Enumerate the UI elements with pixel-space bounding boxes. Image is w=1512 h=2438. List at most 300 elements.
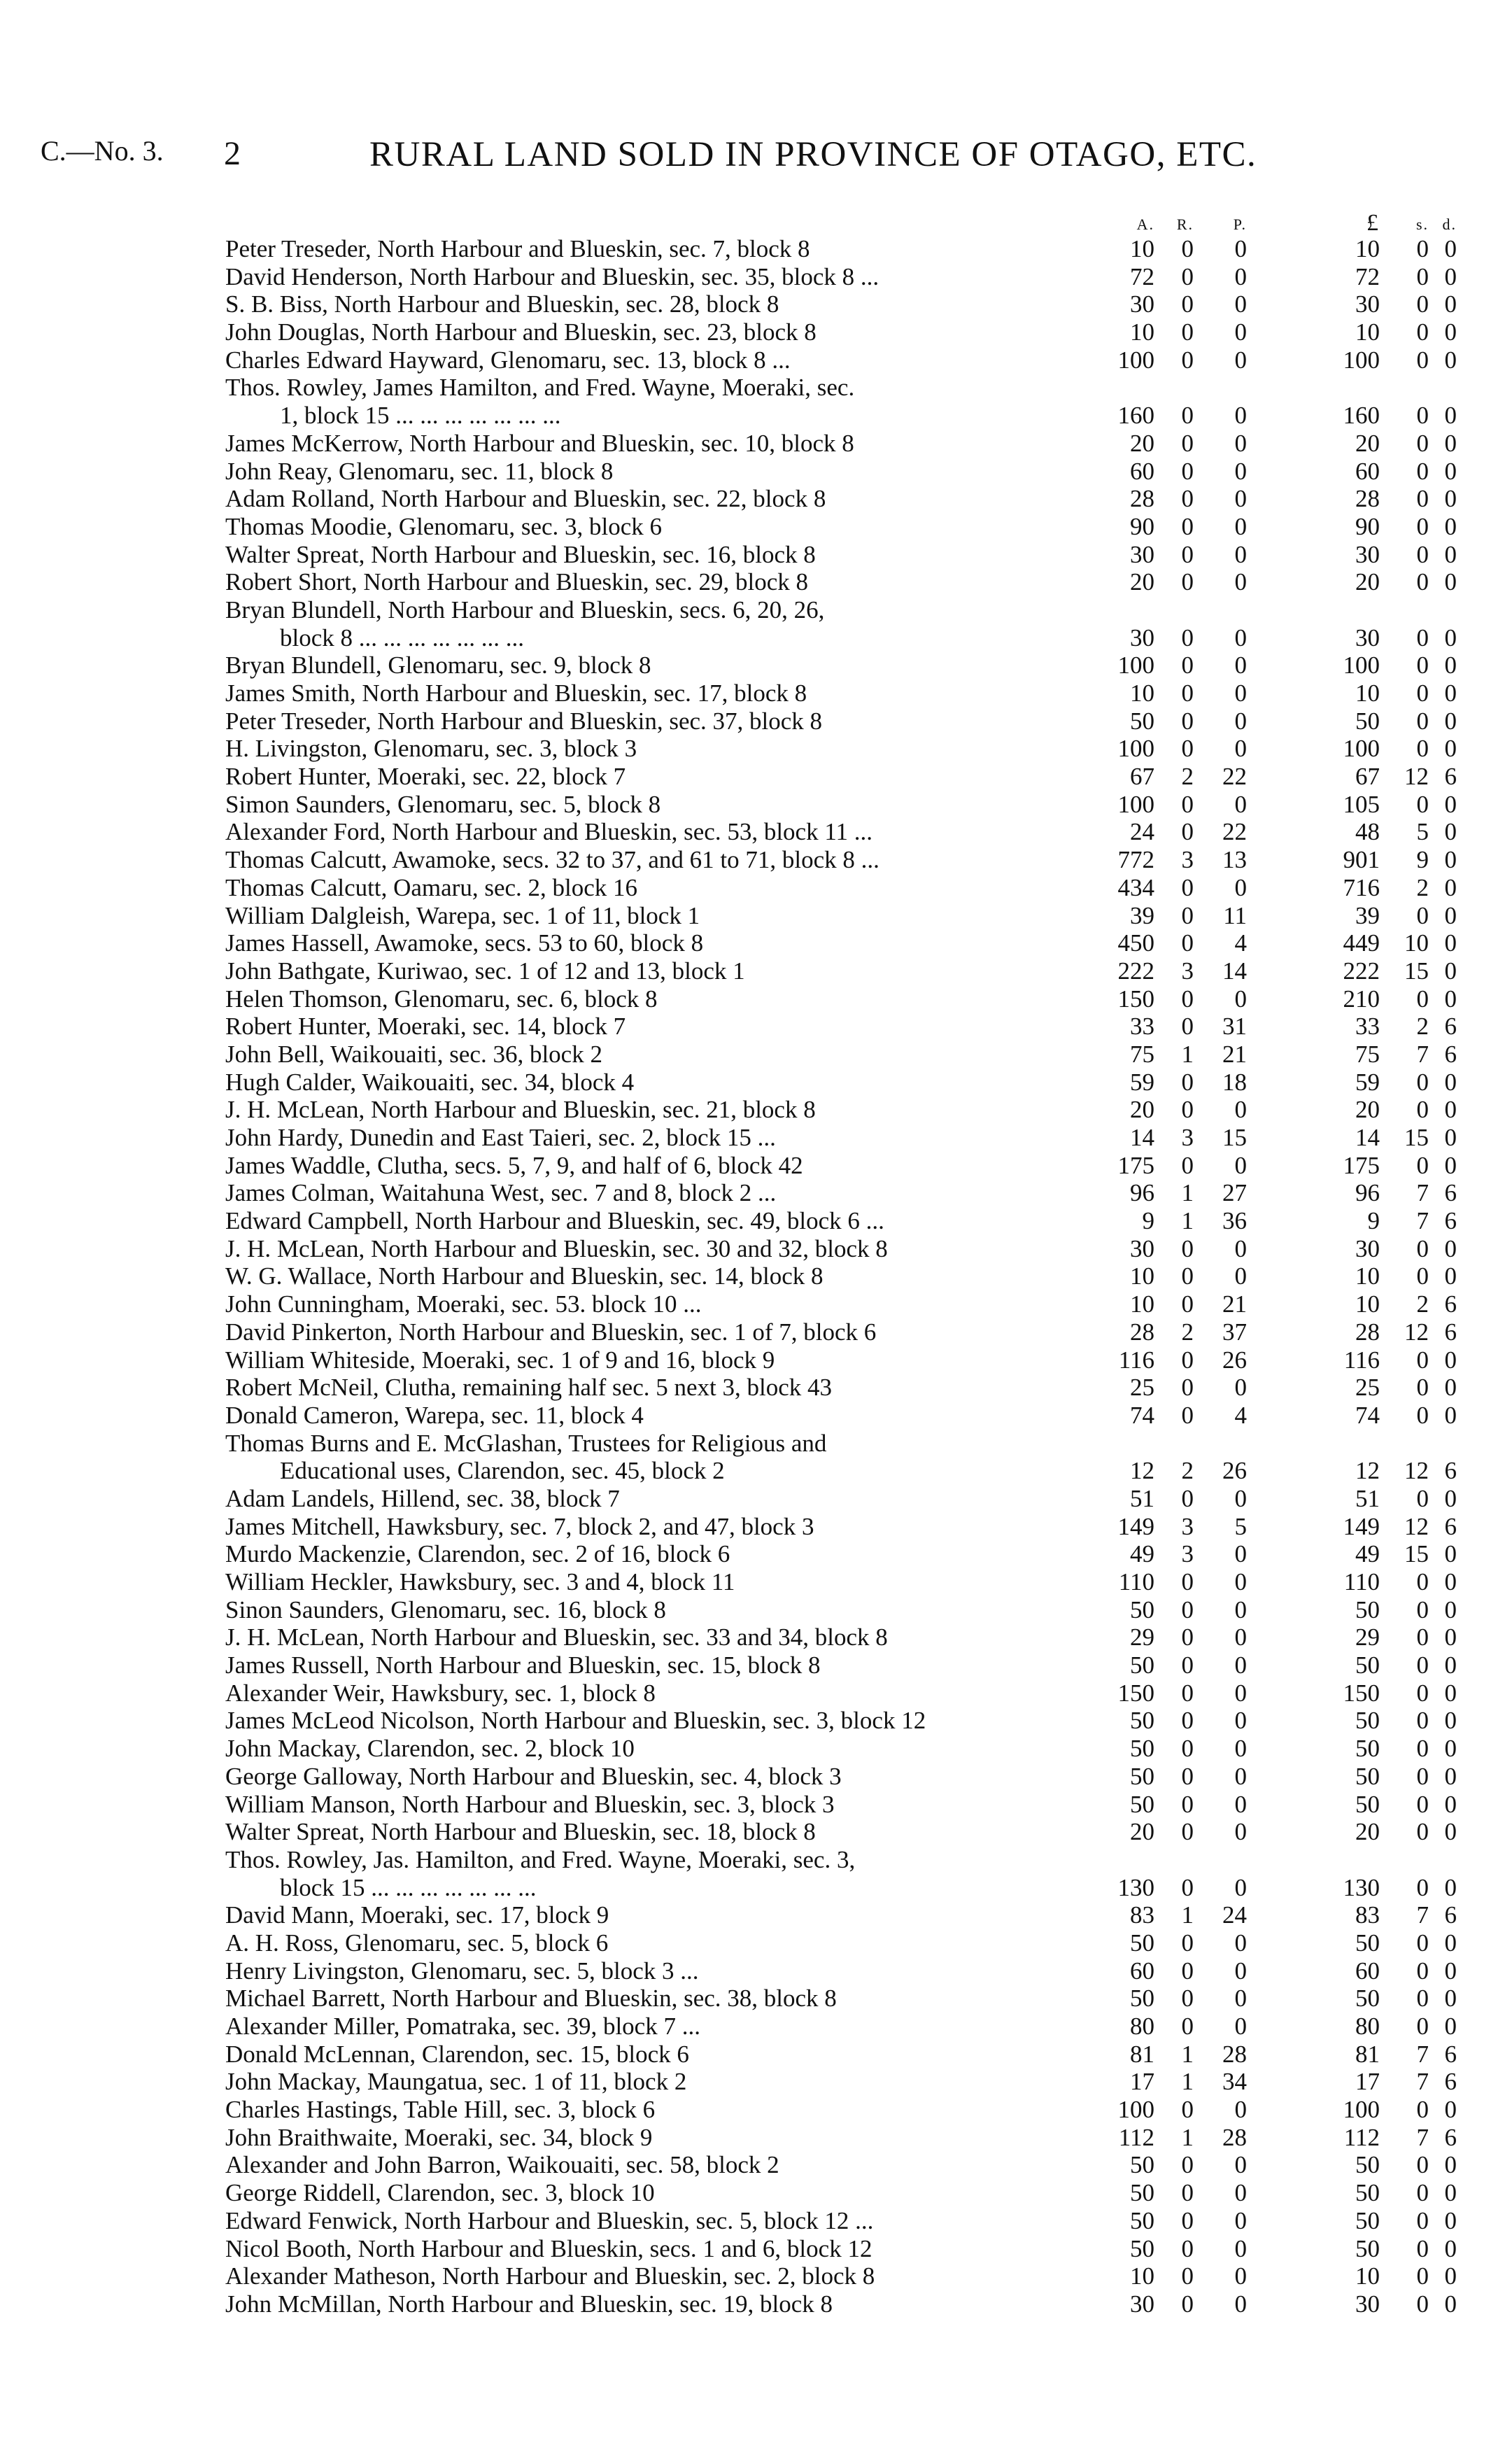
cell-shillings: 15 bbox=[1404, 1540, 1429, 1568]
cell-perches: 0 bbox=[1234, 2151, 1247, 2179]
table-row bbox=[0, 1568, 1512, 1596]
cell-acres: 116 bbox=[1118, 1346, 1154, 1374]
cell-roods: 0 bbox=[1181, 540, 1194, 568]
cell-acres: 74 bbox=[1130, 1401, 1154, 1429]
cell-roods: 0 bbox=[1181, 1290, 1194, 1318]
row-description: John Douglas, North Harbour and Blueskin, sec. 23, block 8 bbox=[225, 318, 817, 346]
cell-pounds: 51 bbox=[1355, 1484, 1380, 1512]
cell-perches: 0 bbox=[1234, 1484, 1247, 1512]
cell-pence: 0 bbox=[1444, 818, 1457, 846]
cell-roods: 0 bbox=[1181, 235, 1194, 262]
cell-acres: 39 bbox=[1130, 901, 1154, 929]
table-row bbox=[0, 1651, 1512, 1679]
cell-pence: 0 bbox=[1444, 1124, 1457, 1151]
cell-acres: 160 bbox=[1117, 402, 1154, 430]
cell-acres: 25 bbox=[1130, 1374, 1154, 1402]
row-description: S. B. Biss, North Harbour and Blueskin, sec. 28, block 8 bbox=[225, 290, 779, 318]
row-description: Walter Spreat, North Harbour and Blueskin, sec. 16, block 8 bbox=[225, 540, 816, 568]
cell-roods: 0 bbox=[1181, 1234, 1194, 1262]
cell-perches: 0 bbox=[1234, 790, 1247, 818]
table-row bbox=[0, 902, 1512, 930]
cell-perches: 0 bbox=[1234, 402, 1247, 430]
cell-perches: 28 bbox=[1222, 2040, 1247, 2068]
cell-pence: 6 bbox=[1444, 1040, 1457, 1068]
cell-pounds: 50 bbox=[1355, 1762, 1380, 1790]
row-description: John Bell, Waikouaiti, sec. 36, block 2 bbox=[225, 1040, 602, 1068]
cell-pence: 0 bbox=[1444, 235, 1457, 262]
cell-pence: 0 bbox=[1444, 651, 1457, 679]
cell-pounds: 901 bbox=[1343, 846, 1380, 874]
cell-acres: 30 bbox=[1130, 540, 1154, 568]
cell-roods: 0 bbox=[1181, 623, 1194, 651]
cell-shillings: 7 bbox=[1416, 2068, 1429, 2096]
cell-acres: 9 bbox=[1142, 1207, 1154, 1235]
cell-pounds: 59 bbox=[1355, 1068, 1380, 1096]
cell-perches: 0 bbox=[1234, 262, 1247, 290]
table-row bbox=[0, 2096, 1512, 2124]
table-row bbox=[0, 707, 1512, 735]
cell-shillings: 12 bbox=[1404, 1318, 1429, 1346]
cell-pence: 0 bbox=[1444, 1151, 1457, 1179]
cell-roods: 0 bbox=[1181, 402, 1194, 430]
cell-roods: 0 bbox=[1181, 1818, 1194, 1846]
cell-pence: 6 bbox=[1444, 1290, 1457, 1318]
cell-pounds: 20 bbox=[1355, 1818, 1380, 1846]
cell-roods: 0 bbox=[1181, 1262, 1194, 1290]
table-row bbox=[0, 1124, 1512, 1152]
table-row bbox=[0, 1402, 1512, 1430]
cell-perches: 0 bbox=[1234, 1929, 1247, 1957]
table-row bbox=[0, 1763, 1512, 1791]
cell-perches: 4 bbox=[1234, 929, 1247, 957]
cell-perches: 0 bbox=[1234, 568, 1247, 596]
table-row bbox=[0, 1791, 1512, 1819]
table-row bbox=[0, 2124, 1512, 2152]
table-row bbox=[0, 2235, 1512, 2263]
cell-acres: 81 bbox=[1130, 2040, 1154, 2068]
cell-acres: 772 bbox=[1117, 846, 1154, 874]
cell-pence: 0 bbox=[1444, 2234, 1457, 2262]
cell-perches: 26 bbox=[1222, 1346, 1247, 1374]
table-row bbox=[0, 679, 1512, 707]
cell-roods: 0 bbox=[1181, 485, 1194, 513]
table-row bbox=[0, 1069, 1512, 1097]
cell-shillings: 7 bbox=[1416, 1207, 1429, 1235]
cell-pounds: 716 bbox=[1343, 873, 1380, 901]
cell-acres: 20 bbox=[1130, 429, 1154, 457]
cell-roods: 0 bbox=[1181, 318, 1194, 346]
row-description: Thos. Rowley, Jas. Hamilton, and Fred. Wayne, Moeraki, sec. 3, bbox=[225, 1845, 856, 1873]
cell-acres: 50 bbox=[1130, 2179, 1154, 2207]
cell-acres: 28 bbox=[1130, 1318, 1154, 1346]
cell-pounds: 50 bbox=[1355, 1651, 1380, 1679]
cell-pence: 0 bbox=[1444, 1679, 1457, 1707]
row-description: David Henderson, North Harbour and Blueskin, sec. 35, block 8 ... bbox=[225, 262, 879, 290]
cell-pence: 0 bbox=[1444, 1401, 1457, 1429]
row-description: Walter Spreat, North Harbour and Blueskin, sec. 18, block 8 bbox=[225, 1818, 816, 1846]
table-row bbox=[0, 1207, 1512, 1235]
cell-perches: 0 bbox=[1234, 2206, 1247, 2234]
row-description: Charles Edward Hayward, Glenomaru, sec. 13, block 8 ... bbox=[225, 346, 791, 374]
cell-perches: 0 bbox=[1234, 2262, 1247, 2290]
cell-roods: 0 bbox=[1181, 568, 1194, 596]
cell-acres: 50 bbox=[1130, 1762, 1154, 1790]
cell-pence: 6 bbox=[1444, 1207, 1457, 1235]
row-description: James Waddle, Clutha, secs. 5, 7, 9, and half of 6, block 42 bbox=[225, 1151, 803, 1179]
cell-perches: 18 bbox=[1222, 1068, 1247, 1096]
cell-pence: 0 bbox=[1444, 2151, 1457, 2179]
cell-pence: 6 bbox=[1444, 1901, 1457, 1929]
table-row bbox=[0, 1235, 1512, 1263]
cell-roods: 0 bbox=[1181, 1595, 1194, 1623]
cell-pounds: 29 bbox=[1355, 1623, 1380, 1651]
cell-roods: 0 bbox=[1181, 873, 1194, 901]
cell-perches: 31 bbox=[1222, 1013, 1247, 1041]
cell-pence: 6 bbox=[1444, 2123, 1457, 2151]
row-description: William Dalgleish, Warepa, sec. 1 of 11, block 1 bbox=[225, 901, 700, 929]
cell-acres: 14 bbox=[1130, 1124, 1154, 1151]
cell-pounds: 30 bbox=[1355, 540, 1380, 568]
cell-roods: 1 bbox=[1181, 2123, 1194, 2151]
row-description: J. H. McLean, North Harbour and Blueskin, sec. 21, block 8 bbox=[225, 1096, 816, 1124]
cell-pounds: 160 bbox=[1343, 402, 1380, 430]
table-row bbox=[0, 318, 1512, 346]
row-description: Robert Hunter, Moeraki, sec. 14, block 7 bbox=[225, 1013, 626, 1041]
cell-perches: 37 bbox=[1222, 1318, 1247, 1346]
cell-shillings: 15 bbox=[1404, 1124, 1429, 1151]
cell-acres: 20 bbox=[1130, 1096, 1154, 1124]
cell-acres: 59 bbox=[1130, 1068, 1154, 1096]
page-header bbox=[41, 134, 1475, 183]
cell-shillings: 0 bbox=[1416, 1484, 1429, 1512]
cell-acres: 10 bbox=[1130, 2262, 1154, 2290]
cell-pence: 0 bbox=[1444, 318, 1457, 346]
cell-pounds: 116 bbox=[1343, 1346, 1380, 1374]
table-row bbox=[0, 1096, 1512, 1124]
cell-pounds: 90 bbox=[1355, 512, 1380, 540]
cell-pence: 0 bbox=[1444, 346, 1457, 374]
cell-acres: 50 bbox=[1130, 1735, 1154, 1763]
cell-pence: 0 bbox=[1444, 1707, 1457, 1735]
cell-roods: 0 bbox=[1181, 2290, 1194, 2318]
cell-shillings: 0 bbox=[1416, 1568, 1429, 1595]
cell-pence: 0 bbox=[1444, 1068, 1457, 1096]
table-row bbox=[0, 1041, 1512, 1069]
row-description: John Cunningham, Moeraki, sec. 53. block 10 ... bbox=[225, 1290, 702, 1318]
cell-perches: 27 bbox=[1222, 1179, 1247, 1207]
cell-shillings: 0 bbox=[1416, 457, 1429, 485]
cell-pounds: 175 bbox=[1343, 1151, 1380, 1179]
table-row bbox=[0, 290, 1512, 318]
row-description: David Mann, Moeraki, sec. 17, block 9 bbox=[225, 1901, 609, 1929]
table-row bbox=[0, 1957, 1512, 1985]
cell-shillings: 0 bbox=[1416, 623, 1429, 651]
cell-roods: 0 bbox=[1181, 2151, 1194, 2179]
cell-acres: 50 bbox=[1130, 2234, 1154, 2262]
cell-pounds: 60 bbox=[1355, 1957, 1380, 1985]
cell-pence: 0 bbox=[1444, 846, 1457, 874]
cell-acres: 450 bbox=[1117, 929, 1154, 957]
cell-acres: 150 bbox=[1117, 985, 1154, 1013]
row-description: Robert McNeil, Clutha, remaining half sec. 5 next 3, block 43 bbox=[225, 1374, 833, 1402]
cell-pence: 0 bbox=[1444, 1985, 1457, 2013]
cell-pounds: 74 bbox=[1355, 1401, 1380, 1429]
cell-pounds: 50 bbox=[1355, 1790, 1380, 1818]
cell-perches: 0 bbox=[1234, 651, 1247, 679]
cell-pounds: 28 bbox=[1355, 485, 1380, 513]
table-row bbox=[0, 568, 1512, 596]
cell-pence: 0 bbox=[1444, 929, 1457, 957]
cell-perches: 0 bbox=[1234, 1234, 1247, 1262]
cell-roods: 0 bbox=[1181, 651, 1194, 679]
cell-pence: 0 bbox=[1444, 1540, 1457, 1568]
row-description: John Hardy, Dunedin and East Taieri, sec. 2, block 15 ... bbox=[225, 1124, 776, 1151]
cell-roods: 0 bbox=[1181, 2179, 1194, 2207]
table-row bbox=[0, 1846, 1512, 1874]
row-description: James Smith, North Harbour and Blueskin, sec. 17, block 8 bbox=[225, 679, 807, 707]
table-row bbox=[0, 1013, 1512, 1041]
cell-pounds: 81 bbox=[1355, 2040, 1380, 2068]
cell-acres: 72 bbox=[1130, 262, 1154, 290]
cell-roods: 0 bbox=[1181, 1985, 1194, 2013]
column-heading-shillings: s. bbox=[1415, 216, 1429, 233]
cell-shillings: 0 bbox=[1416, 262, 1429, 290]
cell-pounds: 10 bbox=[1355, 2262, 1380, 2290]
cell-roods: 0 bbox=[1181, 1096, 1194, 1124]
row-description: Donald McLennan, Clarendon, sec. 15, block 6 bbox=[225, 2040, 689, 2068]
table-row bbox=[0, 735, 1512, 763]
cell-roods: 0 bbox=[1181, 346, 1194, 374]
cell-pence: 0 bbox=[1444, 2206, 1457, 2234]
cell-shillings: 9 bbox=[1416, 846, 1429, 874]
cell-shillings: 0 bbox=[1416, 651, 1429, 679]
table-row bbox=[0, 1985, 1512, 2013]
cell-acres: 80 bbox=[1130, 2013, 1154, 2040]
table-row bbox=[0, 1152, 1512, 1180]
document-reference: C.—No. 3. bbox=[41, 135, 164, 167]
cell-roods: 0 bbox=[1181, 2096, 1194, 2124]
cell-acres: 33 bbox=[1130, 1013, 1154, 1041]
cell-acres: 222 bbox=[1117, 957, 1154, 985]
cell-pounds: 30 bbox=[1355, 2290, 1380, 2318]
cell-shillings: 2 bbox=[1416, 1013, 1429, 1041]
table-row bbox=[0, 1707, 1512, 1735]
cell-acres: 50 bbox=[1130, 1707, 1154, 1735]
cell-shillings: 7 bbox=[1416, 1040, 1429, 1068]
table-row bbox=[0, 846, 1512, 874]
cell-acres: 12 bbox=[1130, 1457, 1154, 1485]
cell-perches: 0 bbox=[1234, 1595, 1247, 1623]
cell-perches: 0 bbox=[1234, 1651, 1247, 1679]
table-row bbox=[0, 763, 1512, 791]
cell-pence: 6 bbox=[1444, 1318, 1457, 1346]
row-description: George Galloway, North Harbour and Blueskin, sec. 4, block 3 bbox=[225, 1762, 842, 1790]
cell-pounds: 50 bbox=[1355, 2179, 1380, 2207]
cell-pence: 0 bbox=[1444, 290, 1457, 318]
cell-roods: 1 bbox=[1181, 1901, 1194, 1929]
row-description: 1, block 15 ... ... ... ... ... ... ... bbox=[280, 402, 561, 430]
cell-pence: 0 bbox=[1444, 790, 1457, 818]
cell-acres: 67 bbox=[1130, 763, 1154, 791]
cell-pounds: 17 bbox=[1355, 2068, 1380, 2096]
cell-pence: 6 bbox=[1444, 2068, 1457, 2096]
row-description: Henry Livingston, Glenomaru, sec. 5, block 3 ... bbox=[225, 1957, 699, 1985]
cell-roods: 1 bbox=[1181, 1040, 1194, 1068]
cell-acres: 24 bbox=[1130, 818, 1154, 846]
row-description: James Hassell, Awamoke, secs. 53 to 60, block 8 bbox=[225, 929, 704, 957]
cell-shillings: 0 bbox=[1416, 568, 1429, 596]
cell-roods: 0 bbox=[1181, 512, 1194, 540]
cell-roods: 0 bbox=[1181, 707, 1194, 735]
row-description: Alexander Weir, Hawksbury, sec. 1, block 8 bbox=[225, 1679, 656, 1707]
row-description: Adam Rolland, North Harbour and Blueskin, sec. 22, block 8 bbox=[225, 485, 826, 513]
cell-shillings: 0 bbox=[1416, 1262, 1429, 1290]
cell-pounds: 25 bbox=[1355, 1374, 1380, 1402]
cell-perches: 13 bbox=[1222, 846, 1247, 874]
cell-shillings: 0 bbox=[1416, 1929, 1429, 1957]
cell-pence: 0 bbox=[1444, 957, 1457, 985]
cell-pounds: 149 bbox=[1343, 1512, 1380, 1540]
cell-perches: 0 bbox=[1234, 1623, 1247, 1651]
cell-pounds: 210 bbox=[1343, 985, 1380, 1013]
cell-acres: 50 bbox=[1130, 2206, 1154, 2234]
cell-pounds: 105 bbox=[1343, 790, 1380, 818]
cell-acres: 96 bbox=[1130, 1179, 1154, 1207]
cell-perches: 24 bbox=[1222, 1901, 1247, 1929]
cell-roods: 3 bbox=[1181, 1124, 1194, 1151]
cell-pence: 6 bbox=[1444, 1013, 1457, 1041]
cell-pence: 0 bbox=[1444, 2013, 1457, 2040]
cell-roods: 3 bbox=[1181, 1512, 1194, 1540]
cell-pounds: 10 bbox=[1355, 1290, 1380, 1318]
cell-roods: 1 bbox=[1181, 1179, 1194, 1207]
table-row bbox=[0, 1540, 1512, 1568]
cell-shillings: 12 bbox=[1404, 1457, 1429, 1485]
row-description: John Mackay, Clarendon, sec. 2, block 10 bbox=[225, 1735, 635, 1763]
cell-pence: 0 bbox=[1444, 1651, 1457, 1679]
table-row bbox=[0, 2041, 1512, 2069]
row-description: Thomas Burns and E. McGlashan, Trustees for Religious and bbox=[225, 1429, 827, 1457]
cell-perches: 0 bbox=[1234, 1957, 1247, 1985]
cell-pence: 0 bbox=[1444, 1957, 1457, 1985]
cell-acres: 150 bbox=[1117, 1679, 1154, 1707]
cell-pence: 6 bbox=[1444, 763, 1457, 791]
cell-pence: 0 bbox=[1444, 568, 1457, 596]
row-description: Robert Hunter, Moeraki, sec. 22, block 7 bbox=[225, 763, 626, 791]
table-row bbox=[0, 1735, 1512, 1763]
cell-pounds: 30 bbox=[1355, 1234, 1380, 1262]
cell-acres: 28 bbox=[1130, 485, 1154, 513]
row-description: Hugh Calder, Waikouaiti, sec. 34, block 4 bbox=[225, 1068, 635, 1096]
cell-pence: 0 bbox=[1444, 485, 1457, 513]
table-row bbox=[0, 651, 1512, 679]
cell-acres: 50 bbox=[1130, 1790, 1154, 1818]
cell-shillings: 0 bbox=[1416, 707, 1429, 735]
cell-acres: 175 bbox=[1117, 1151, 1154, 1179]
table-row bbox=[0, 1290, 1512, 1318]
cell-roods: 0 bbox=[1181, 929, 1194, 957]
cell-acres: 30 bbox=[1130, 623, 1154, 651]
cell-roods: 2 bbox=[1181, 763, 1194, 791]
cell-pounds: 50 bbox=[1355, 1707, 1380, 1735]
row-description: block 15 ... ... ... ... ... ... ... bbox=[280, 1873, 537, 1901]
cell-pence: 0 bbox=[1444, 1790, 1457, 1818]
table-row bbox=[0, 346, 1512, 374]
cell-pence: 6 bbox=[1444, 2040, 1457, 2068]
cell-perches: 0 bbox=[1234, 2290, 1247, 2318]
cell-shillings: 0 bbox=[1416, 512, 1429, 540]
cell-perches: 0 bbox=[1234, 1262, 1247, 1290]
row-description: Michael Barrett, North Harbour and Blueskin, sec. 38, block 8 bbox=[225, 1985, 837, 2013]
table-row bbox=[0, 985, 1512, 1013]
table-row bbox=[0, 624, 1512, 652]
table-row bbox=[0, 541, 1512, 569]
cell-perches: 0 bbox=[1234, 318, 1247, 346]
cell-pounds: 50 bbox=[1355, 2234, 1380, 2262]
cell-pounds: 100 bbox=[1343, 2096, 1380, 2124]
table-row bbox=[0, 1485, 1512, 1513]
cell-roods: 0 bbox=[1181, 818, 1194, 846]
cell-shillings: 10 bbox=[1404, 929, 1429, 957]
cell-perches: 0 bbox=[1234, 707, 1247, 735]
cell-roods: 0 bbox=[1181, 1707, 1194, 1735]
row-description: David Pinkerton, North Harbour and Blueskin, sec. 1 of 7, block 6 bbox=[225, 1318, 877, 1346]
cell-shillings: 7 bbox=[1416, 2040, 1429, 2068]
cell-pounds: 449 bbox=[1343, 929, 1380, 957]
table-row bbox=[0, 235, 1512, 263]
cell-pence: 0 bbox=[1444, 1873, 1457, 1901]
table-row bbox=[0, 2068, 1512, 2096]
cell-acres: 50 bbox=[1130, 1595, 1154, 1623]
cell-acres: 20 bbox=[1130, 568, 1154, 596]
cell-perches: 0 bbox=[1234, 1679, 1247, 1707]
cell-shillings: 0 bbox=[1416, 402, 1429, 430]
cell-pounds: 20 bbox=[1355, 1096, 1380, 1124]
table-row bbox=[0, 1262, 1512, 1290]
cell-pence: 6 bbox=[1444, 1457, 1457, 1485]
cell-roods: 0 bbox=[1181, 429, 1194, 457]
cell-pounds: 50 bbox=[1355, 2151, 1380, 2179]
cell-pounds: 14 bbox=[1355, 1124, 1380, 1151]
row-description: Donald Cameron, Warepa, sec. 11, block 4 bbox=[225, 1401, 644, 1429]
cell-roods: 0 bbox=[1181, 1651, 1194, 1679]
cell-acres: 50 bbox=[1130, 707, 1154, 735]
cell-shillings: 7 bbox=[1416, 2123, 1429, 2151]
cell-pence: 0 bbox=[1444, 1818, 1457, 1846]
cell-roods: 0 bbox=[1181, 901, 1194, 929]
cell-pounds: 60 bbox=[1355, 457, 1380, 485]
cell-perches: 0 bbox=[1234, 1818, 1247, 1846]
cell-pounds: 50 bbox=[1355, 1985, 1380, 2013]
cell-shillings: 12 bbox=[1404, 763, 1429, 791]
cell-pence: 0 bbox=[1444, 707, 1457, 735]
row-description: block 8 ... ... ... ... ... ... ... bbox=[280, 623, 525, 651]
row-description: Nicol Booth, North Harbour and Blueskin, secs. 1 and 6, block 12 bbox=[225, 2234, 872, 2262]
cell-pounds: 50 bbox=[1355, 1929, 1380, 1957]
cell-acres: 100 bbox=[1117, 651, 1154, 679]
cell-pounds: 100 bbox=[1343, 651, 1380, 679]
cell-roods: 0 bbox=[1181, 1735, 1194, 1763]
cell-pence: 0 bbox=[1444, 2179, 1457, 2207]
cell-pence: 0 bbox=[1444, 1484, 1457, 1512]
cell-perches: 0 bbox=[1234, 1568, 1247, 1595]
column-heading-pence: d. bbox=[1442, 216, 1457, 233]
cell-pence: 0 bbox=[1444, 1929, 1457, 1957]
cell-pounds: 50 bbox=[1355, 1595, 1380, 1623]
cell-pounds: 28 bbox=[1355, 1318, 1380, 1346]
cell-perches: 14 bbox=[1222, 957, 1247, 985]
row-description: James McKerrow, North Harbour and Blueskin, sec. 10, block 8 bbox=[225, 429, 854, 457]
